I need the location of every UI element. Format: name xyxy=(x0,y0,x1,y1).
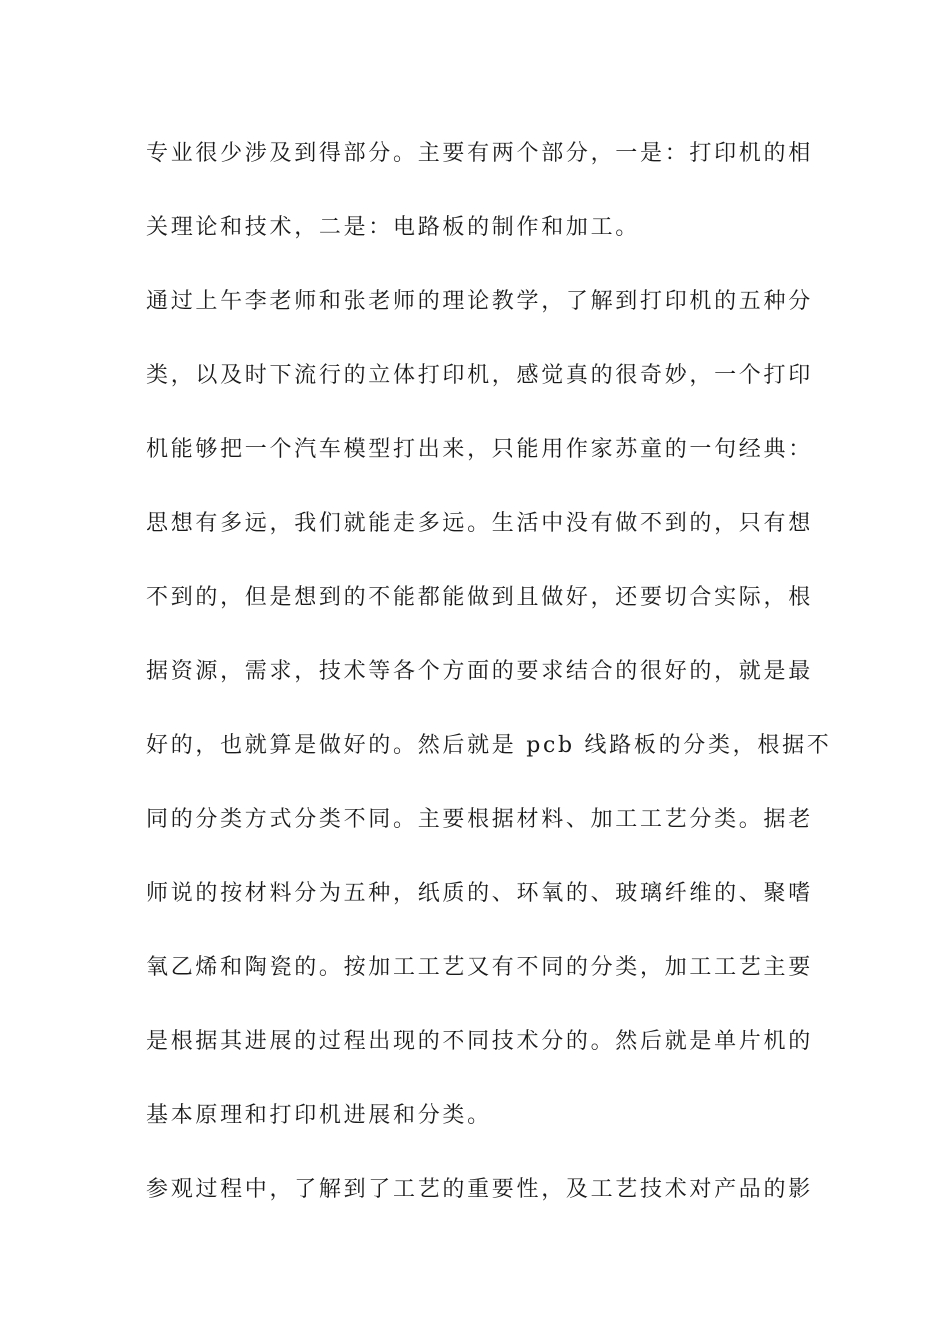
body-text xyxy=(146,117,832,1227)
text-line: 氧乙烯和陶瓷的。按加工工艺又有不同的分类，加工工艺主要 xyxy=(146,955,813,980)
text-line: 参观过程中，了解到了工艺的重要性，及工艺技术对产品的影 xyxy=(146,1177,813,1202)
text-line: 据资源，需求，技术等各个方面的要求结合的很好的，就是最 xyxy=(146,659,813,684)
text-line: 专业很少涉及到得部分。主要有两个部分，一是：打印机的相 xyxy=(146,141,813,166)
text-line: 同的分类方式分类不同。主要根据材料、加工工艺分类。据老 xyxy=(146,807,813,832)
text-line: 机能够把一个汽车模型打出来，只能用作家苏童的一句经典： xyxy=(146,437,813,462)
text-line: 是根据其进展的过程出现的不同技术分的。然后就是单片机的 xyxy=(146,1029,813,1054)
text-line: 不到的，但是想到的不能都能做到且做好，还要切合实际，根 xyxy=(146,585,813,610)
text-line: 师说的按材料分为五种，纸质的、环氧的、玻璃纤维的、聚嗜 xyxy=(146,881,813,906)
text-line: 关理论和技术，二是：电路板的制作和加工。 xyxy=(146,215,641,240)
text-line: 思想有多远，我们就能走多远。生活中没有做不到的，只有想 xyxy=(146,511,813,536)
text-line: 基本原理和打印机进展和分类。 xyxy=(146,1103,492,1128)
text-line: 类，以及时下流行的立体打印机，感觉真的很奇妙，一个打印 xyxy=(146,363,813,388)
text-line: 通过上午李老师和张老师的理论教学，了解到打印机的五种分 xyxy=(146,289,813,314)
text-line: 好的，也就算是做好的。然后就是 pcb 线路板的分类，根据不 xyxy=(146,733,832,758)
